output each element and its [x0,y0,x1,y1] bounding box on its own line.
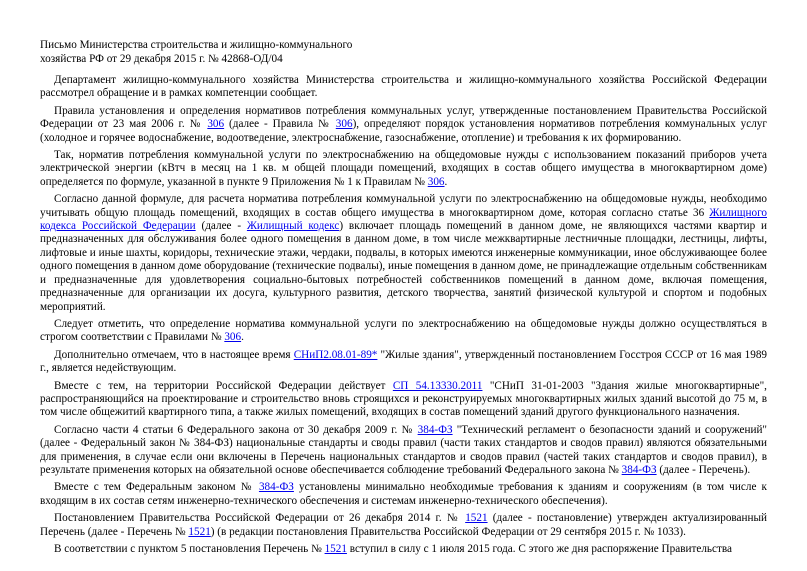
paragraph-7: Вместе с тем, на территории Российской Федерации действует СП 54.13330.2011 "СНиП 31-01-2003 "Здания жилые многоквартирные", распространяющийся на проектирование и строительство вновь строящихся и реконструируемых многоквартирных жилых зданий высотой до 75 м, в том числе общежитий квартирного типа, а также жилых помещений, входящих в состав помещений зданий другого функционального назначения. [40,379,767,419]
paragraph-4: Согласно данной формуле, для расчета норматива потребления коммунальной услуги по электроснабжению на общедомовые нужды, необходимо учитывать общую площадь помещений, входящих в состав общего имущества в многоквартирном доме, которая согласно статье 36 Жилищного кодекса Российской Федерации (далее - Жилищный кодекс) включает площадь помещений в данном доме, не являющихся частями квартир и предназначенных для обслуживания более одного помещения в данном доме, в том числе межквартирные лестничные площадки, лестницы, лифты, лифтовые и иные шахты, коридоры, технические этажи, чердаки, подвалы, в которых имеются инженерные коммуникации, иное обслуживающее более одного помещения в данном доме оборудование (технические подвалы), иные помещения в данном доме, не принадлежащие отдельным собственникам и предназначенные для удовлетворения социально-бытовых потребностей собственников помещений в данном доме, включая помещения, предназначенные для организации их досуга, культурного развития, детского творчества, занятий физической культурой и спортом и подобных мероприятий. [40,193,767,313]
paragraph-9: Вместе с тем Федеральным законом № 384-ФЗ установлены минимально необходимые требования к зданиям и сооружениям (в том числе к входящим в их состав сетям инженерно-технического обеспечения и системам инженерно-технического обеспечения). [40,481,767,507]
paragraph-1: Департамент жилищно-коммунального хозяйства Министерства строительства и жилищно-коммунального хозяйства Российской Федерации рассмотрел обращение и в рамках компетенции сообщает. [40,74,767,100]
paragraph-3: Так, норматив потребления коммунальной услуги по электроснабжению на общедомовые нужды с использованием показаний приборов учета электрической энергии (кВтч в месяц на 1 кв. м общей площади помещений, входящих в состав общего имущества в многоквартирном доме) определяется по формуле, указанной в пункте 9 Приложения № 1 к Правилам № 306. [40,149,767,188]
link-housing-code[interactable]: Жилищного кодекса Российской Федерации [40,206,767,233]
link-law-384-fz[interactable]: 384-ФЗ [621,463,657,476]
link-rules-306[interactable]: 306 [335,118,353,131]
document [40,38,767,560]
paragraph-11: В соответствии с пунктом 5 постановления Перечень № 1521 вступил в силу с 1 июля 2015 года. С этого же дня распоряжение Правительства [54,543,732,555]
paragraph-2: Правила установления и определения нормативов потребления коммунальных услуг, утвержденные постановлением Правительства Российской Федерации от 23 мая 2006 г. № 306 (далее - Правила № 306), определяют порядок установления нормативов потребления коммунальных услуг (холодное и горячее водоснабжение, водоотведение, электроснабжение, газоснабжение, отопление) и требования к их формированию. [40,104,767,144]
link-law-384-fz[interactable]: 384-ФЗ [417,423,453,436]
paragraph-10: Постановлением Правительства Российской Федерации от 26 декабря 2014 г. № 1521 (далее - постановление) утвержден актуализированный Перечень (далее - Перечень № 1521) (в редакции постановления Правительства Российской Федерации от 29 сентября 2015 г. № 1033). [40,512,767,538]
link-sp-54-13330-2011[interactable]: СП 54.13330.2011 [392,379,483,392]
paragraph-5: Следует отметить, что определение норматива коммунальной услуги по электроснабжению на общедомовые нужды должно осуществляться в строгом соответствии с Правилами № 306. [40,317,767,344]
link-housing-code-short[interactable]: Жилищный кодекс [246,220,340,233]
link-decree-1521[interactable]: 1521 [465,512,488,525]
document-title [40,38,767,66]
link-rules-306[interactable]: 306 [224,331,242,344]
link-law-384-fz[interactable]: 384-ФЗ [258,481,294,494]
link-rules-306[interactable]: 306 [427,175,445,188]
title-line-1: Письмо Министерства строительства и жилищно-коммунального [40,39,353,51]
link-rules-306[interactable]: 306 [207,118,225,131]
link-decree-1521[interactable]: 1521 [324,543,347,555]
paragraph-8: Согласно части 4 статьи 6 Федерального закона от 30 декабря 2009 г. № 384-ФЗ "Технический регламент о безопасности зданий и сооружений" (далее - Федеральный закон № 384-ФЗ) национальные стандарты и своды правил (части таких стандартов и сводов правил) являются обязательными для применения, в случае если они включены в Перечень национальных стандартов и сводов правил (частей таких стандартов и сводов правил), в результате применения которых на обязательной основе обеспечивается соблюдение требований Федерального закона № 384-ФЗ (далее - Перечень). [40,423,767,476]
paragraph-6: Дополнительно отмечаем, что в настоящее время СНиП2.08.01-89* "Жилые здания", утвержденный постановлением Госстроя СССР от 16 мая 1989 г., является недействующим. [40,348,768,375]
link-snip-2-08-01-89[interactable]: СНиП2.08.01-89* [293,348,378,361]
title-line-2: хозяйства РФ от 29 декабря 2015 г. № 42868-ОД/04 [40,53,283,65]
link-decree-1521[interactable]: 1521 [188,525,211,538]
